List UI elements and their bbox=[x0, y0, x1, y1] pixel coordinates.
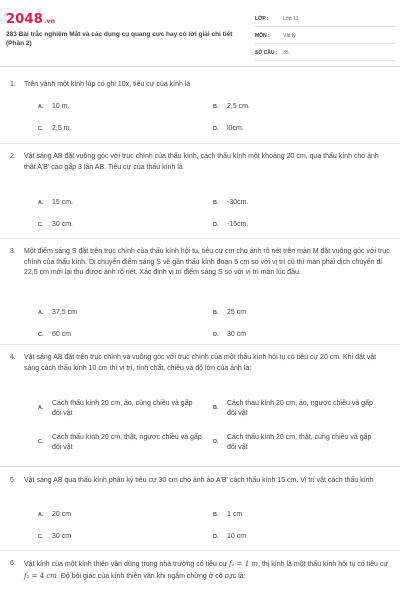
question-3 bbox=[10, 247, 390, 338]
question-2 bbox=[10, 152, 390, 228]
option-letter: D. bbox=[213, 126, 219, 132]
question-6 bbox=[10, 559, 390, 582]
text-part: . Độ bội giác của kính thiên văn khi ngắm chừng ở cô cực là: bbox=[56, 572, 246, 580]
option-letter: B. bbox=[213, 104, 219, 110]
option-text: Cách thấu kính 20 cm, ảo, cùng chiều và gấp đôi vật bbox=[52, 400, 193, 417]
option-text: 60 cm bbox=[52, 331, 72, 338]
option-letter: D. bbox=[213, 332, 219, 338]
question-text bbox=[24, 559, 390, 582]
option-text: Cách thấu kính 20 cm, thật, ngược chiều và gấp đôi vật bbox=[52, 434, 202, 451]
option-text: 10 cm bbox=[227, 533, 247, 540]
option-text: l0cm. bbox=[227, 125, 244, 132]
divider bbox=[0, 66, 400, 67]
question-text: Trên vành một kính lúp có ghi 10x, tiêu cự của kính là bbox=[24, 81, 191, 88]
meta-row-count bbox=[255, 47, 395, 61]
meta-value: 35 bbox=[283, 50, 289, 56]
question-number: 1. bbox=[10, 81, 16, 88]
math-f1: f₁ = 1 m bbox=[229, 560, 259, 568]
option-letter: B. bbox=[213, 512, 219, 518]
option-letter: A. bbox=[38, 405, 44, 411]
document-header bbox=[0, 0, 400, 64]
meta-value: Vật lý bbox=[283, 33, 296, 39]
option-text: 30 cm bbox=[227, 331, 247, 338]
question-number: 4. bbox=[10, 354, 16, 361]
meta-label: SỐ CÂU : bbox=[255, 50, 278, 56]
meta-row-subject bbox=[255, 30, 395, 44]
option-text: -30cm. bbox=[227, 199, 249, 206]
option-text: 30 cm bbox=[52, 533, 72, 540]
document-title: 283 Bài trắc nghiệm Mắt và các dụng cụ quang cực hay có lời giải chi tiết (Phần 2) bbox=[6, 31, 233, 47]
site-logo[interactable] bbox=[6, 12, 55, 27]
question-5 bbox=[10, 476, 390, 540]
divider bbox=[0, 550, 400, 551]
question-text: Một điểm sáng S đặt trên trục chính của thấu kính hội tụ, tiêu cự cm cho ảnh rõ nét trên màn M đặt vuông góc với trục chính của thấu kính. Di chuyển điểm sáng S về gần thấu kính đoạn 5 cm so với vị trí cũ thì màn phải dịch chuyển đi 22,5 cm mới lại thu được ảnh rõ nét. Xác định vị trí điểm sáng S so với vị trí màn lúc đầu. bbox=[24, 248, 390, 276]
option-letter: D. bbox=[213, 534, 219, 540]
option-letter: D. bbox=[213, 222, 219, 228]
option-text: 37,5 cm bbox=[52, 309, 77, 316]
option-text: 2,5 m. bbox=[52, 125, 72, 132]
option-text: 20 cm bbox=[52, 511, 72, 518]
option-letter: A. bbox=[38, 512, 44, 518]
meta-panel bbox=[255, 13, 395, 64]
divider bbox=[0, 466, 400, 467]
option-letter: C. bbox=[38, 332, 44, 338]
divider bbox=[0, 344, 400, 345]
question-number: 5. bbox=[10, 477, 16, 484]
question-text: Vật sáng AB qua thấu kính phân kỳ tiêu cự 30 cm cho ảnh ảo A'B' cách thấu kính 15 cm. Vị trí vật cách thấu kính bbox=[24, 477, 374, 484]
option-letter: B. bbox=[213, 310, 219, 316]
option-text: 1 cm bbox=[227, 511, 243, 518]
option-letter: D. bbox=[213, 439, 219, 445]
logo-suffix: .vn bbox=[43, 18, 56, 25]
text-part: , thị kính là một thấu kính hội tụ có tiêu cự bbox=[258, 561, 389, 568]
option-letter: C. bbox=[38, 126, 44, 132]
option-letter: B. bbox=[213, 405, 219, 411]
question-number: 6. bbox=[10, 560, 16, 567]
option-text: Cách thấu kính 20 cm, thật, cùng chiều và gấp đôi vật bbox=[227, 434, 372, 451]
option-text: 30 cm. bbox=[52, 221, 74, 228]
option-text: -15cm. bbox=[227, 221, 249, 228]
option-text: 15 cm. bbox=[52, 199, 74, 206]
option-text: 10 m. bbox=[52, 103, 70, 110]
option-text: Cách thau kính 20 cm, ảo, ngược chiều và gấp đôi vật bbox=[227, 400, 373, 417]
option-text: 2,5 cm. bbox=[227, 103, 250, 110]
option-text: 25 cm bbox=[227, 309, 247, 316]
math-f2: f₂ = 4 cm bbox=[24, 571, 57, 580]
divider bbox=[0, 238, 400, 239]
meta-label: LỚP : bbox=[255, 16, 269, 22]
question-4 bbox=[10, 353, 390, 451]
option-letter: C. bbox=[38, 439, 44, 445]
option-letter: A. bbox=[38, 200, 44, 206]
option-letter: B. bbox=[213, 200, 219, 206]
logo-text: 2048 bbox=[6, 12, 43, 27]
divider bbox=[0, 143, 400, 144]
meta-label: MÔN : bbox=[255, 33, 270, 39]
question-text: Vật sáng AB đặt vuông góc với trục chính của thấu kính, cách thấu kính một khoảng 20 cm, qua thấu kính cho ảnh thật A'B' cao gấp 3 lần AB. Tiêu cự của thấu kính là bbox=[24, 153, 379, 171]
question-1 bbox=[10, 80, 390, 132]
text-part: Vật kính của một kính thiên văn dùng trong nhà trường có tiêu cự bbox=[24, 561, 230, 568]
question-text: Vật sáng AB đặt trên trục chính và vuông góc với trục chính của một thấu kính hội tụ có tiêu cự 20 cm. Khi đặt vật sáng cách thấu kính 10 cm thì vị trí, tính chất, chiều và độ lớn của ảnh là: bbox=[24, 354, 377, 372]
question-number: 3. bbox=[10, 248, 16, 255]
meta-row-class bbox=[255, 13, 395, 27]
option-letter: C. bbox=[38, 222, 44, 228]
meta-value: Lớp 11 bbox=[283, 16, 299, 22]
question-number: 2. bbox=[10, 153, 16, 160]
option-letter: A. bbox=[38, 310, 44, 316]
option-letter: A. bbox=[38, 104, 44, 110]
option-letter: C. bbox=[38, 534, 44, 540]
